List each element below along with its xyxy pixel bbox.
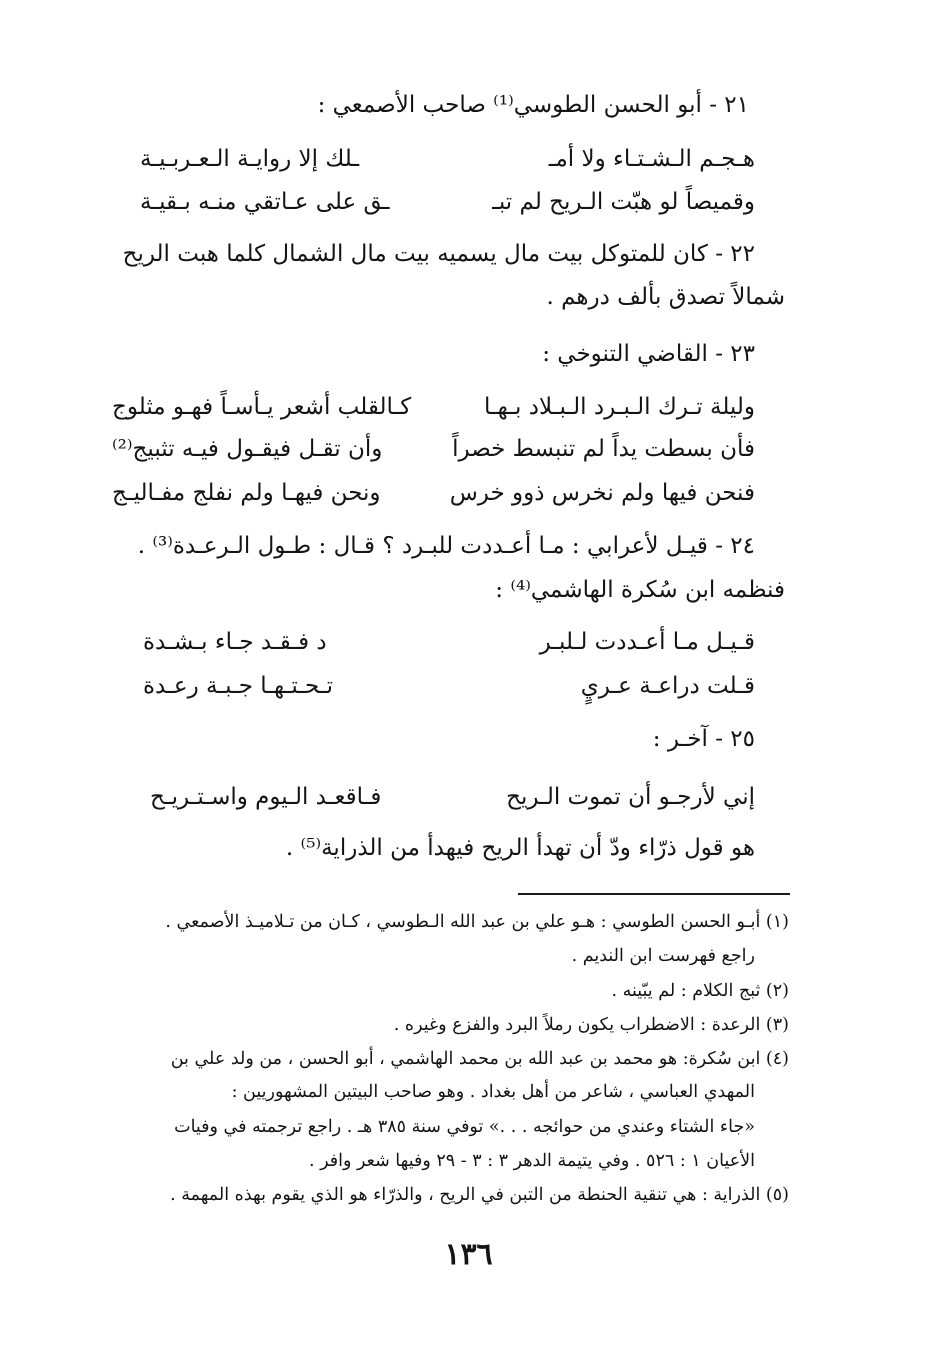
page-number: ١٣٦ (444, 1237, 493, 1272)
footnote-4: (٤) ابن سُكرة: هو محمد بن عبد الله بن محمد الهاشمي ، أبو الحسن ، من ولد علي بن (170, 1049, 789, 1069)
verse-23-1-right: وليلة تـرك الـبـرد الـبـلاد بـهـا (483, 394, 755, 420)
footnote-3: (٣) الرعدة : الاضطراب يكون رملاً البرد والفزع وغيره . (393, 1015, 789, 1035)
verse-21-2-left: ـق على عـاتقي منـه بـقيـة (140, 189, 390, 215)
footnote-4-cont-2: «جاء الشتاء وعندي من حوائجه . . .» توفي سنة ٣٨٥ هـ . راجع ترجمته في وفيات (174, 1117, 755, 1137)
verse-25-left: فـاقعـد الـيوم واسـتـريـح (150, 784, 382, 810)
verse-24-1-right: قـيـل مـا أعـددت لـلبـر (539, 629, 755, 655)
footnote-5: (٥) الذراية : هي تنقية الحنطة من التبن في الريح ، والذرّاء هو الذي يقوم بهذه المهمة . (170, 1185, 789, 1205)
section-22-line-1: ٢٢ - كان للمتوكل بيت مال يسميه بيت مال الشمال كلما هبت الريح (122, 241, 755, 267)
footnote-4-cont-1: المهدي العباسي ، شاعر من أهل بغداد . وهو صاحب البيتين المشهوريين : (231, 1082, 755, 1102)
footnote-separator (518, 893, 790, 895)
verse-24-2-right: قـلت دراعـة عـريٍ (580, 673, 755, 699)
verse-21-2-right: وقميصاً لو هبّت الـريح لم تبـ (492, 189, 755, 215)
verse-21-1-left: ـلك إلا روايـة الـعـربـيـة (140, 146, 360, 172)
section-25-heading: ٢٥ - آخـر : (652, 726, 755, 752)
verse-24-1-left: د فـقـد جـاء بـشـدة (143, 629, 327, 655)
section-21-heading: ٢١ - أبو الحسن الطوسي⁽¹⁾ صاحب الأصمعي : (317, 92, 749, 118)
section-23-heading: ٢٣ - القاضي التنوخي : (542, 341, 755, 367)
section-24-line-2: فنظمه ابن سُكرة الهاشمي⁽⁴⁾ : (495, 577, 785, 603)
section-24-line-1: ٢٤ - قيـل لأعرابي : مـا أعـددت للبـرد ؟ قـال : طـول الـرعـدة⁽³⁾ . (137, 533, 755, 559)
footnote-1-cont: راجع فهرست ابن النديم . (571, 946, 755, 966)
footnote-1: (١) أبـو الحسن الطوسي : هـو علي بن عبد الله الـطوسي ، كـان من تـلاميـذ الأصمعي . (165, 912, 789, 932)
verse-21-1-right: هـجـم الـشـتـاء ولا أمـ (548, 146, 755, 172)
section-25-prose: هو قول ذرّاء ودّ أن تهدأ الريح فيهدأ من الذراية⁽⁵⁾ . (285, 835, 755, 861)
verse-23-3-right: فنحن فيها ولم نخرس ذوو خرس (449, 480, 755, 506)
verse-25-right: إني لأرجـو أن تموت الـريح (506, 784, 755, 810)
verse-23-1-left: كـالقلب أشعر يـأسـاً فهـو مثلوج (112, 394, 412, 420)
footnote-4-cont-3: الأعيان ١ : ٥٢٦ . وفي يتيمة الدهر ٣ : ٣ - ٢٩ وفيها شعر وافر . (308, 1151, 755, 1171)
footnote-2: (٢) ثبج الكلام : لم يبّينه . (611, 981, 789, 1001)
verse-24-2-left: تـحـتـهـا جـبـة رعـدة (143, 673, 334, 699)
verse-23-2-left: وأن تقـل فيقـول فيـه تثبيج⁽²⁾ (112, 436, 383, 462)
verse-23-3-left: ونحن فيهـا ولم نفلج مفـاليـج (112, 480, 381, 506)
section-22-line-2: شمالاً تصدق بألف درهم . (546, 284, 785, 310)
verse-23-2-right: فأن بسطت يداً لم تنبسط خصراً (452, 436, 755, 462)
